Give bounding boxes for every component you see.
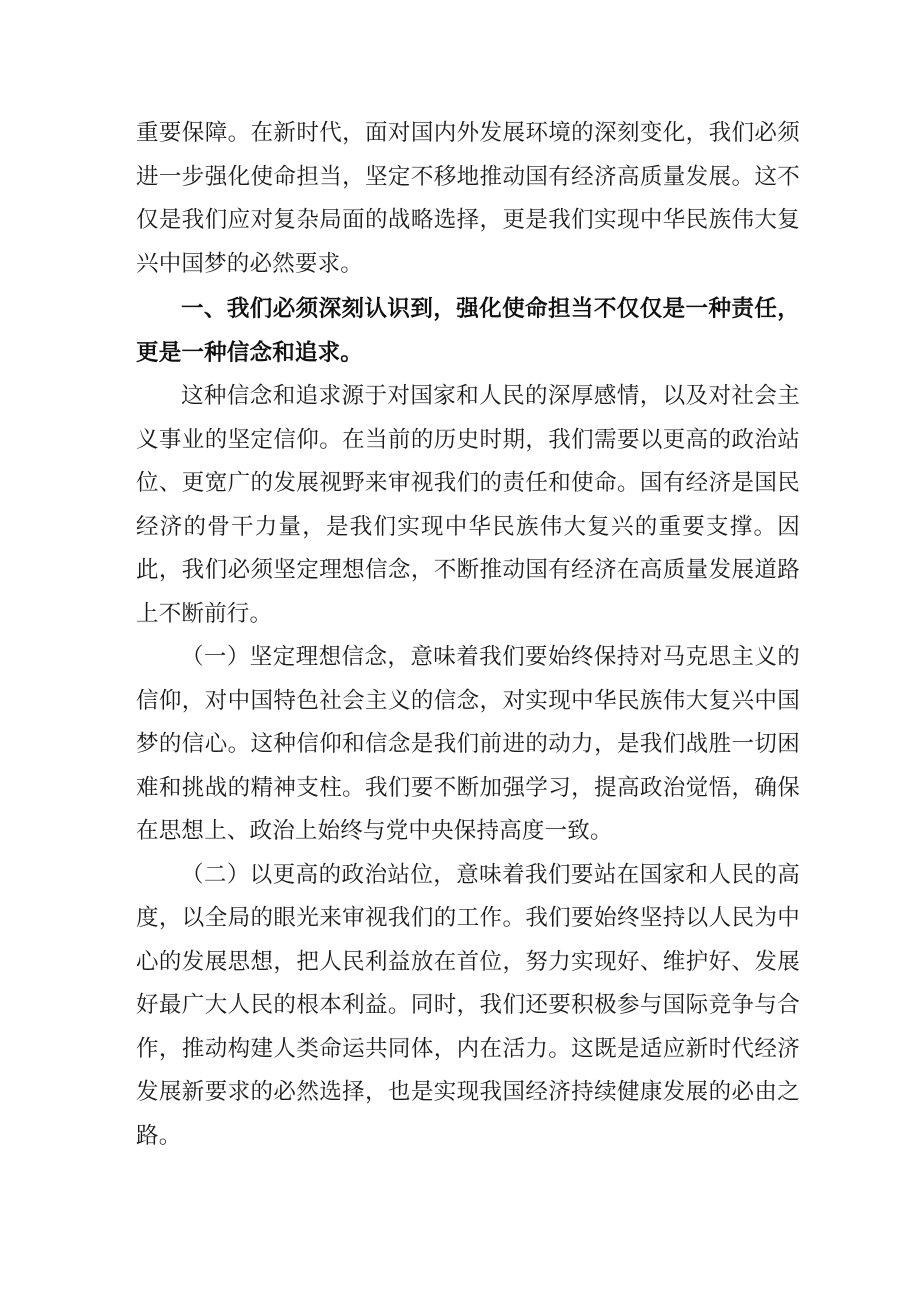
section-heading-1: 一、我们必须深刻认识到，强化使命担当不仅仅是一种责任，更是一种信念和追求。 [136, 296, 800, 366]
subsection-paragraph-2: （二）以更高的政治站位，意味着我们要站在国家和人民的高度，以全局的眼光来审视我们的工作。我们要始终坚持以人民为中心的发展思想，把人民利益放在首位，努力实现好、维护好、发展好最广大人民的根本利益。同时，我们还要积极参与国际竞争与合作，推动构建人类命运共同体，内在活力。这既是适应新时代经济发展新要求的必然选择，也是实现我国经济持续健康发展的必由之路。 [136, 861, 800, 1149]
continuation-paragraph: 重要保障。在新时代，面对国内外发展环境的深刻变化，我们必须进一步强化使命担当，坚定不移地推动国有经济高质量发展。这不仅是我们应对复杂局面的战略选择，更是我们实现中华民族伟大复兴中国梦的必然要求。 [136, 120, 800, 277]
body-paragraph-1: 这种信念和追求源于对国家和人民的深厚感情，以及对社会主义事业的坚定信仰。在当前的历史时期，我们需要以更高的政治站位、更宽广的发展视野来审视我们的责任和使命。国有经济是国民经济的骨干力量，是我们实现中华民族伟大复兴的重要支撑。因此，我们必须坚定理想信念，不断推动国有经济在高质量发展道路上不断前行。 [136, 383, 800, 627]
subsection-paragraph-1: （一）坚定理想信念，意味着我们要始终保持对马克思主义的信仰，对中国特色社会主义的信念，对实现中华民族伟大复兴中国梦的信心。这种信仰和信念是我们前进的动力，是我们战胜一切困难和挑战的精神支柱。我们要不断加强学习，提高政治觉悟，确保在思想上、政治上始终与党中央保持高度一致。 [136, 644, 800, 844]
document-body [136, 112, 800, 1158]
